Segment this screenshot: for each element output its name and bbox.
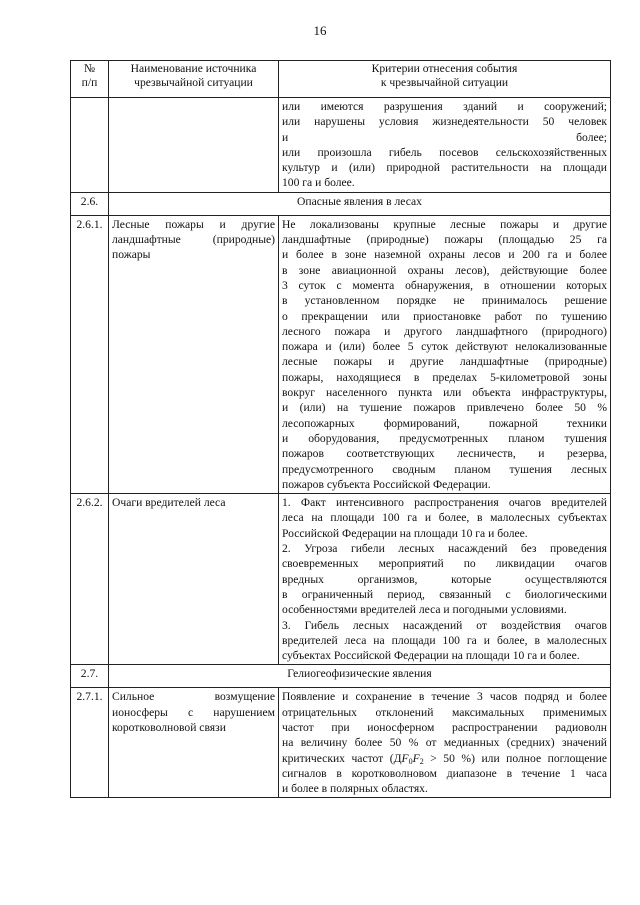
continuation-line: 100 га и более. [282,176,355,190]
row-261-criteria-line: пожара и (или) более 5 суток действуют нелокализованные [282,340,607,354]
row-271-criteria-line: Появление и сохранение в течение 3 часов подряд и более [282,690,607,704]
row-261-criteria-line: в установленном порядке не принималось решение [282,294,607,308]
row-261-criteria-line: Не локализованы крупные лесные пожары и другие [282,217,607,231]
section-num: 2.7. [71,665,109,688]
table-row [71,494,611,665]
header-name-line: чрезвычайной ситуации [134,76,253,89]
table-row [71,688,611,798]
row-num: 2.6.1. [71,215,109,493]
row-name [109,688,279,798]
continuation-line: или нарушены условия жизнедеятельности 50 человек [282,115,607,129]
row-262-criteria-line: в ограниченный период, связанный с биологическими [282,587,607,601]
row-271-criteria-line: и более в полярных областях. [282,782,428,796]
continuation-line: культур и (или) природной растительности на площади [282,161,607,175]
header-num [71,61,109,98]
header-criteria-line: Критерии отнесения события [371,62,518,75]
page-number: 16 [313,23,327,38]
row-262-criteria-line: особенностями вредителей леса и погодными условиями. [282,603,567,617]
row-262-name-line: Очаги вредителей леса [112,496,226,510]
header-criteria-line: к чрезвычайной ситуации [380,76,509,89]
continuation-line: или произошла гибель посевов сельскохозяйственных [282,145,607,159]
row-261-criteria-line: 3 суток с момента обнаружения, в отношении которых [282,278,607,292]
row-criteria [279,215,611,493]
section-row [71,192,611,215]
row-262-criteria-line: субъектах Российской Федерации на площади 10 га и более. [282,649,580,663]
row-criteria [279,688,611,798]
row-271-name-line: Сильное возмущение [112,690,275,704]
emergency-criteria-table [70,60,611,798]
row-261-criteria-line: и оборудования, предусмотренных планом тушения [282,431,607,445]
row-262-criteria-line: вредителей леса на площади 100 га и более, в малолесных [282,633,607,647]
table-header-row [71,61,611,98]
continuation-line: или имеются разрушения зданий и сооружений; [282,100,607,113]
row-271-criteria-line: частот при ионосферном распространении радиоволн [282,720,607,734]
row-261-criteria-line: ландшафтные (природные) пожары (площадью 25 га [282,233,607,247]
row-262-criteria-line: своевременных мероприятий по ликвидации очагов [282,557,607,571]
row-261-criteria-line: и более в зоне наземной охраны лесов и 200 га и более [282,248,607,262]
header-num-line: № [83,62,96,75]
row-261-name-line: пожары [112,248,151,262]
row-261-criteria-line: пожаров соответствующих лесничеств, и резерва, [282,447,607,461]
row-262-criteria-line: вредных организмов, которые осуществляются [282,572,607,586]
row-name-cell [109,98,279,193]
table-row [71,98,611,193]
row-271-criteria-line: критических частот ($ДF_0F_2 > 50$ %) или полное поглощение [282,751,607,766]
row-261-name-line: ландшафтные (природные) [112,233,275,247]
section-num: 2.6. [71,192,109,215]
section-title: Опасные явления в лесах [109,192,611,215]
row-271-criteria-line: сигналов в коротковолновом диапазоне в течение 1 часа [282,766,607,780]
row-261-criteria-line: пожаров субъекта Российской Федерации. [282,477,491,491]
row-271-criteria-line: на величину более 50 % от медианных (средних) значений [282,736,607,750]
row-261-name-line: Лесные пожары и другие [112,217,275,231]
continuation-criteria [279,98,611,193]
row-262-criteria-line: леса на площади 100 га и более, в малолесных субъектах [282,511,607,525]
row-271-criteria-line: отрицательных отклонений максимальных применимых [282,705,607,719]
table-row [71,215,611,493]
row-261-criteria-line: вокруг населенного пункта или объекта инфраструктуры, [282,386,607,400]
row-262-criteria-line: 1. Факт интенсивного распространения очагов вредителей [282,496,607,510]
row-262-criteria-line: 3. Гибель лесных насаждений от воздействия очагов [282,618,607,632]
header-name-line: Наименование источника [130,62,257,75]
row-num: 2.6.2. [71,494,109,665]
row-261-criteria-line: предусмотренного сводным планом тушения лесных [282,462,607,476]
section-row [71,665,611,688]
row-261-criteria-line: лесопожарных формирований, пожарной техники [282,416,607,430]
row-261-criteria-line: лесного пожара и другого ландшафтного (природного) [282,324,607,338]
row-name [109,494,279,665]
header-name [109,61,279,98]
continuation-line: и более; [282,130,607,144]
row-271-name-line: ионосферы с нарушением [112,705,275,719]
row-262-criteria-line: Российской Федерации на площади 10 га и более. [282,526,528,540]
header-criteria [279,61,611,98]
header-num-line: п/п [81,76,98,89]
row-261-criteria-line: пожары, находящиеся в пределах 5-километровой зоны [282,370,607,384]
row-261-criteria-line: о прекращении или приостановке работ по тушению [282,309,607,323]
row-261-criteria-line: и (или) на тушение пожаров привлечено более 50 % [282,401,607,415]
row-num: 2.7.1. [71,688,109,798]
row-num-cell [71,98,109,193]
section-title: Гелиогеофизические явления [109,665,611,688]
row-262-criteria-line: 2. Угроза гибели лесных насаждений без проведения [282,542,607,556]
row-261-criteria-line: лесные пожары и другие ландшафтные (природные) [282,355,607,369]
row-criteria [279,494,611,665]
row-261-criteria-line: в зоне авиационной охраны лесов), действующие более [282,263,607,277]
row-name [109,215,279,493]
row-271-name-line: коротковолновой связи [112,720,226,734]
